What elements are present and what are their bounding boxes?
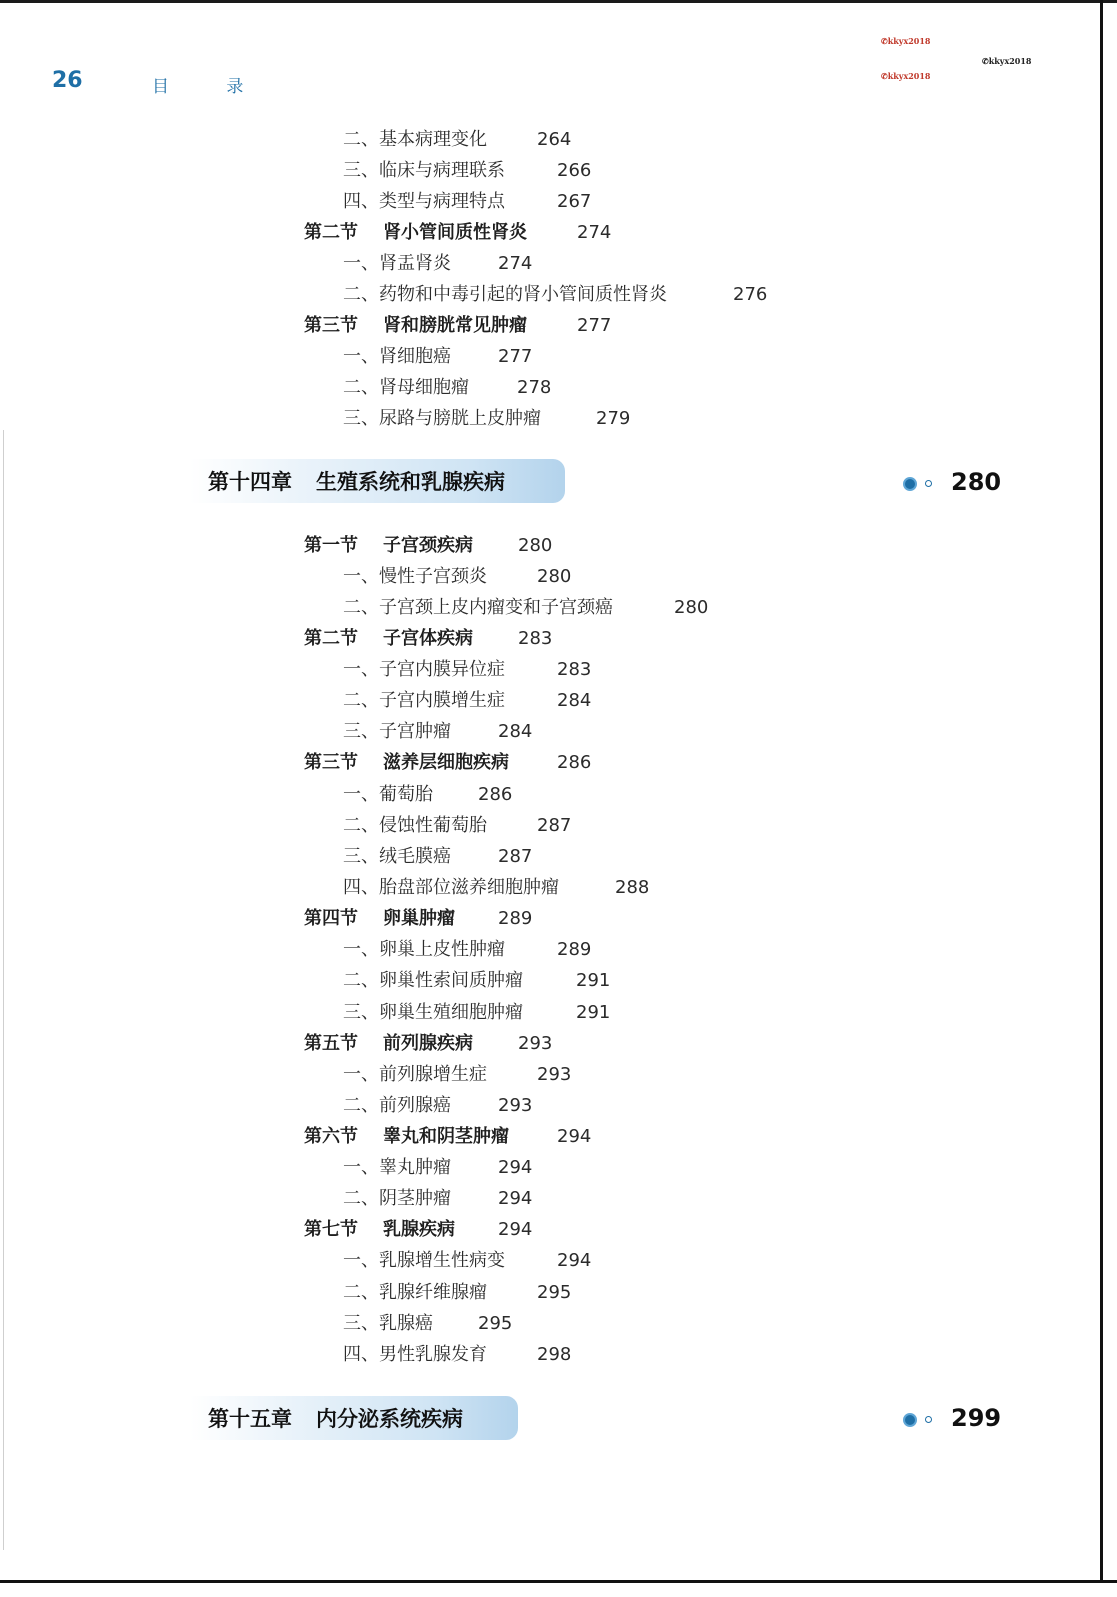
section-number: 第三节 (304, 315, 358, 336)
entry-page: 283 (557, 659, 592, 680)
entry-title: 一、子宫内膜异位症 (343, 659, 505, 680)
section-number: 第二节 (304, 628, 358, 649)
entry-page: 295 (478, 1313, 513, 1334)
entry-title: 二、侵蚀性葡萄胎 (343, 815, 487, 836)
watermark: ✆kkyx2018 (982, 56, 1032, 66)
entry-page: 278 (517, 377, 552, 398)
entry-title: 三、绒毛膜癌 (343, 846, 451, 867)
chapter-number: 第十五章 (208, 1407, 292, 1431)
section-title: 滋养层细胞疾病 (383, 752, 509, 773)
toc-entry[interactable] (343, 690, 592, 712)
bullet-dot-icon (903, 1413, 917, 1427)
page-number: 26 (52, 68, 83, 93)
toc-entry[interactable] (343, 1002, 611, 1024)
bullet-dot-icon (903, 477, 917, 491)
entry-page: 280 (674, 597, 709, 618)
scan-edge-bottom (0, 1580, 1117, 1583)
toc-entry[interactable] (343, 1282, 572, 1304)
entry-page: 264 (537, 129, 572, 150)
toc-entry[interactable] (343, 970, 611, 992)
section-title: 子宫体疾病 (383, 628, 473, 649)
entry-title: 四、类型与病理特点 (343, 191, 505, 212)
entry-title: 二、基本病理变化 (343, 129, 487, 150)
entry-page: 280 (518, 535, 553, 556)
entry-title: 四、男性乳腺发育 (343, 1344, 487, 1365)
entry-page: 289 (498, 908, 533, 929)
toc-entry[interactable] (343, 129, 572, 151)
entry-page: 288 (615, 877, 650, 898)
section-title: 前列腺疾病 (383, 1033, 473, 1054)
toc-entry[interactable] (343, 1157, 533, 1179)
entry-page: 287 (498, 846, 533, 867)
toc-entry[interactable] (343, 408, 631, 430)
entry-page: 289 (557, 939, 592, 960)
entry-title: 二、肾母细胞瘤 (343, 377, 469, 398)
scan-edge-top (0, 0, 1117, 3)
section-title: 睾丸和阴茎肿瘤 (383, 1126, 509, 1147)
entry-page: 291 (576, 1002, 611, 1023)
chapter-heading[interactable] (208, 1405, 463, 1433)
entry-title: 一、肾细胞癌 (343, 346, 451, 367)
toc-entry[interactable] (343, 346, 533, 368)
entry-page: 279 (596, 408, 631, 429)
entry-page: 293 (518, 1033, 553, 1054)
section-title: 肾小管间质性肾炎 (383, 222, 527, 243)
toc-entry[interactable] (343, 877, 650, 899)
entry-title: 三、临床与病理联系 (343, 160, 505, 181)
toc-entry[interactable] (343, 815, 572, 837)
toc-entry[interactable] (343, 566, 572, 588)
entry-title: 一、葡萄胎 (343, 784, 433, 805)
toc-entry[interactable] (343, 784, 513, 806)
entry-page: 277 (577, 315, 612, 336)
entry-title: 一、乳腺增生性病变 (343, 1250, 505, 1271)
entry-page: 283 (518, 628, 553, 649)
entry-title: 二、子宫内膜增生症 (343, 690, 505, 711)
entry-title: 一、卵巢上皮性肿瘤 (343, 939, 505, 960)
toc-entry[interactable] (343, 1188, 533, 1210)
entry-page: 274 (498, 253, 533, 274)
toc-entry[interactable] (343, 1344, 572, 1366)
toc-entry[interactable] (343, 597, 709, 619)
toc-entry[interactable] (343, 939, 592, 961)
toc-entry[interactable] (343, 160, 592, 182)
entry-page: 287 (537, 815, 572, 836)
entry-page: 291 (576, 970, 611, 991)
entry-page: 295 (537, 1282, 572, 1303)
section-number: 第六节 (304, 1126, 358, 1147)
toc-entry[interactable] (343, 377, 552, 399)
entry-page: 284 (498, 721, 533, 742)
chapter-title: 内分泌系统疾病 (316, 1407, 463, 1431)
section-number: 第四节 (304, 908, 358, 929)
entry-page: 294 (498, 1188, 533, 1209)
entry-page: 274 (577, 222, 612, 243)
watermark: ✆kkyx2018 (881, 36, 931, 46)
scan-edge-left (3, 430, 4, 1550)
entry-title: 二、子宫颈上皮内瘤变和子宫颈癌 (343, 597, 613, 618)
toc-entry[interactable] (343, 659, 592, 681)
entry-page: 286 (557, 752, 592, 773)
entry-title: 四、胎盘部位滋养细胞肿瘤 (343, 877, 559, 898)
entry-page: 298 (537, 1344, 572, 1365)
toc-entry[interactable] (343, 1313, 513, 1335)
entry-page: 277 (498, 346, 533, 367)
entry-title: 三、乳腺癌 (343, 1313, 433, 1334)
section-number: 第一节 (304, 535, 358, 556)
toc-entry[interactable] (343, 284, 768, 306)
section-title: 卵巢肿瘤 (383, 908, 455, 929)
header-title: 目 录 (152, 77, 270, 97)
entry-page: 267 (557, 191, 592, 212)
chapter-title: 生殖系统和乳腺疾病 (316, 470, 505, 494)
entry-page: 280 (537, 566, 572, 587)
section-number: 第七节 (304, 1219, 358, 1240)
entry-page: 266 (557, 160, 592, 181)
section-number: 第二节 (304, 222, 358, 243)
entry-title: 一、前列腺增生症 (343, 1064, 487, 1085)
entry-page: 293 (498, 1095, 533, 1116)
entry-page: 294 (498, 1219, 533, 1240)
entry-title: 二、乳腺纤维腺瘤 (343, 1282, 487, 1303)
bullet-ring-icon (925, 480, 932, 487)
toc-entry[interactable] (343, 253, 533, 275)
bullet-ring-icon (925, 1416, 932, 1423)
entry-page: 294 (557, 1250, 592, 1271)
section-number: 第五节 (304, 1033, 358, 1054)
toc-entry[interactable] (343, 846, 533, 868)
entry-title: 二、卵巢性索间质肿瘤 (343, 970, 523, 991)
entry-title: 一、睾丸肿瘤 (343, 1157, 451, 1178)
section-title: 乳腺疾病 (383, 1219, 455, 1240)
entry-title: 二、药物和中毒引起的肾小管间质性肾炎 (343, 284, 667, 305)
entry-title: 一、肾盂肾炎 (343, 253, 451, 274)
watermark: ✆kkyx2018 (881, 71, 931, 81)
section-title: 子宫颈疾病 (383, 535, 473, 556)
entry-title: 一、慢性子宫颈炎 (343, 566, 487, 587)
chapter-number: 第十四章 (208, 470, 292, 494)
entry-page: 284 (557, 690, 592, 711)
entry-page: 294 (557, 1126, 592, 1147)
chapter-heading[interactable] (208, 468, 505, 496)
entry-page: 293 (537, 1064, 572, 1085)
chapter-page: 280 (951, 468, 1002, 496)
entry-title: 二、前列腺癌 (343, 1095, 451, 1116)
section-title: 肾和膀胱常见肿瘤 (383, 315, 527, 336)
entry-title: 三、尿路与膀胱上皮肿瘤 (343, 408, 541, 429)
toc-entry[interactable] (343, 191, 592, 213)
entry-page: 286 (478, 784, 513, 805)
entry-page: 294 (498, 1157, 533, 1178)
scan-edge-right (1100, 0, 1103, 1580)
entry-title: 二、阴茎肿瘤 (343, 1188, 451, 1209)
toc-entry[interactable] (343, 1095, 533, 1117)
entry-title: 三、卵巢生殖细胞肿瘤 (343, 1002, 523, 1023)
entry-page: 276 (733, 284, 768, 305)
toc-entry[interactable] (343, 1064, 572, 1086)
section-number: 第三节 (304, 752, 358, 773)
toc-entry[interactable] (343, 721, 533, 743)
entry-title: 三、子宫肿瘤 (343, 721, 451, 742)
toc-entry[interactable] (343, 1250, 592, 1272)
chapter-page: 299 (951, 1404, 1002, 1432)
